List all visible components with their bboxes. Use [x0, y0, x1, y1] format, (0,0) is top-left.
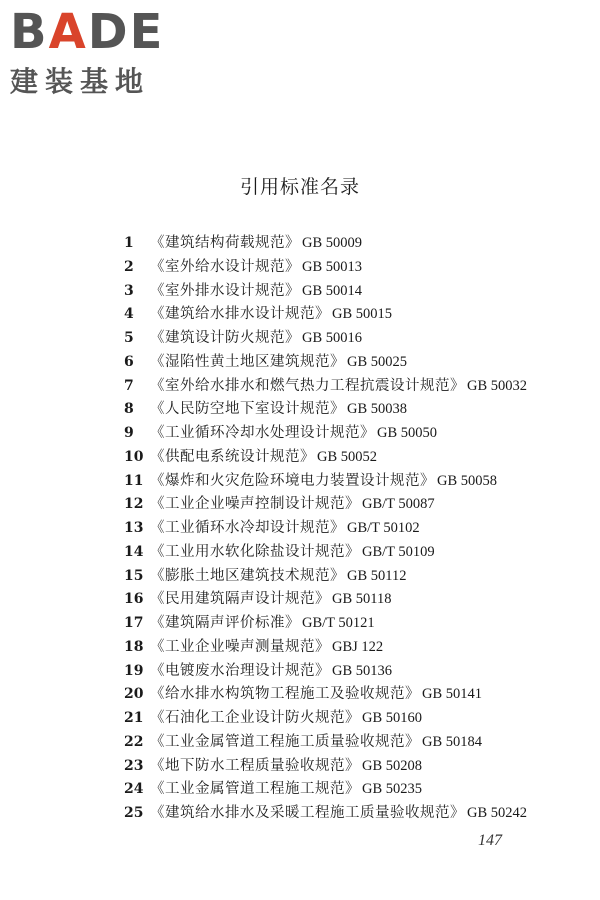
list-item	[124, 588, 527, 612]
reference-title: 《建筑结构荷载规范》	[150, 235, 300, 251]
reference-number: 24	[124, 781, 144, 798]
logo-subtitle: 建装基地	[10, 65, 151, 98]
list-item	[124, 755, 527, 779]
reference-code: GB 50184	[422, 733, 483, 750]
reference-title: 《给水排水构筑物工程施工及验收规范》	[150, 686, 420, 703]
reference-number: 11	[124, 472, 144, 489]
logo-wordmark	[10, 4, 165, 60]
reference-code: GB 50160	[362, 710, 423, 726]
reference-title: 《人民防空地下室设计规范》	[150, 401, 345, 418]
list-item	[124, 375, 527, 399]
list-item	[124, 422, 527, 446]
reference-number: 4	[124, 306, 134, 323]
list-item	[124, 802, 527, 826]
list-item	[124, 707, 527, 731]
reference-code: GB 50032	[467, 377, 528, 394]
list-item	[124, 541, 527, 565]
list-item	[124, 280, 527, 304]
reference-number: 23	[124, 757, 144, 774]
reference-list	[124, 232, 527, 826]
reference-title: 《工业企业噪声控制设计规范》	[150, 496, 360, 513]
reference-title: 《建筑设计防火规范》	[150, 330, 300, 346]
reference-title: 《地下防水工程质量验收规范》	[150, 757, 360, 774]
reference-code: GB 50235	[362, 781, 423, 798]
list-item	[124, 303, 527, 327]
reference-title: 《工业金属管道工程施工规范》	[150, 781, 360, 798]
reference-code: GB 50050	[377, 425, 438, 441]
reference-number: 20	[124, 686, 144, 703]
reference-title: 《民用建筑隔声设计规范》	[150, 591, 330, 608]
reference-title: 《室外排水设计规范》	[150, 282, 300, 299]
list-item	[124, 660, 527, 684]
reference-code: GB 50118	[332, 591, 392, 608]
reference-number: 22	[124, 733, 144, 750]
reference-title: 《湿陷性黄土地区建筑规范》	[150, 353, 345, 370]
reference-code: GB 50208	[362, 757, 423, 774]
reference-number: 3	[124, 282, 134, 299]
reference-code: GB 50016	[302, 330, 363, 346]
reference-title: 《石油化工企业设计防火规范》	[150, 710, 360, 726]
reference-title: 《建筑给水排水设计规范》	[150, 306, 330, 323]
reference-number: 9	[124, 425, 134, 441]
reference-number: 18	[124, 638, 144, 655]
list-item	[124, 778, 527, 802]
reference-title: 《室外给水排水和燃气热力工程抗震设计规范》	[150, 377, 465, 394]
page-title: 引用标准名录	[239, 176, 360, 198]
list-item	[124, 683, 527, 707]
reference-title: 《膨胀土地区建筑技术规范》	[150, 567, 345, 584]
reference-number: 10	[124, 448, 144, 465]
reference-title: 《电镀废水治理设计规范》	[150, 662, 330, 679]
reference-title: 《工业用水软化除盐设计规范》	[150, 543, 360, 560]
reference-number: 5	[124, 330, 134, 346]
reference-code: GB 50013	[302, 258, 363, 275]
list-item	[124, 327, 527, 351]
reference-title: 《供配电系统设计规范》	[150, 448, 315, 465]
reference-number: 6	[124, 353, 134, 370]
page-number: 147	[478, 832, 502, 849]
reference-number: 1	[124, 235, 134, 251]
reference-code: GB 50136	[332, 662, 393, 679]
reference-number: 14	[124, 543, 144, 560]
reference-code: GB 50141	[422, 686, 483, 703]
reference-number: 7	[124, 377, 134, 394]
reference-code: GB 50052	[317, 448, 378, 465]
reference-code: GB 50242	[467, 805, 528, 821]
reference-code: GB 50038	[347, 401, 408, 418]
reference-code: GB 50025	[347, 353, 408, 370]
reference-title: 《工业金属管道工程施工质量验收规范》	[150, 733, 420, 750]
reference-number: 19	[124, 662, 144, 679]
reference-title: 《室外给水设计规范》	[150, 258, 300, 275]
list-item	[124, 351, 527, 375]
list-item	[124, 232, 527, 256]
reference-code: GB 50014	[302, 282, 363, 299]
reference-title: 《工业循环水冷却设计规范》	[150, 520, 345, 536]
reference-code: GB 50112	[347, 567, 407, 584]
reference-number: 16	[124, 591, 144, 608]
reference-title: 《工业循环冷却水处理设计规范》	[150, 425, 375, 441]
list-item	[124, 612, 527, 636]
list-item	[124, 517, 527, 541]
reference-code: GB/T 50087	[362, 496, 435, 513]
list-item	[124, 731, 527, 755]
logo-letters-prefix: B	[10, 4, 49, 60]
list-item	[124, 398, 527, 422]
reference-title: 《建筑隔声评价标准》	[150, 615, 300, 631]
list-item	[124, 446, 527, 470]
reference-code: GB 50058	[437, 472, 498, 489]
reference-code: GB/T 50121	[302, 615, 375, 631]
list-item	[124, 493, 527, 517]
reference-number: 13	[124, 520, 144, 536]
brand-logo	[10, 4, 180, 98]
list-item	[124, 565, 527, 589]
reference-number: 8	[124, 401, 134, 418]
reference-number: 21	[124, 710, 144, 726]
reference-number: 17	[124, 615, 144, 631]
reference-number: 15	[124, 567, 144, 584]
reference-title: 《建筑给水排水及采暖工程施工质量验收规范》	[150, 805, 465, 821]
list-item	[124, 470, 527, 494]
reference-number: 2	[124, 258, 134, 275]
reference-code: GB/T 50109	[362, 543, 435, 560]
list-item	[124, 256, 527, 280]
reference-number: 12	[124, 496, 144, 513]
reference-title: 《爆炸和火灾危险环境电力装置设计规范》	[150, 472, 435, 489]
reference-code: GB 50009	[302, 235, 363, 251]
reference-number: 25	[124, 805, 144, 821]
reference-code: GBJ 122	[332, 638, 384, 655]
reference-title: 《工业企业噪声测量规范》	[150, 638, 330, 655]
reference-code: GB 50015	[332, 306, 393, 323]
logo-letters-suffix: DE	[87, 4, 165, 60]
list-item	[124, 636, 527, 660]
logo-letter-accent: A	[48, 4, 88, 60]
reference-code: GB/T 50102	[347, 520, 420, 536]
